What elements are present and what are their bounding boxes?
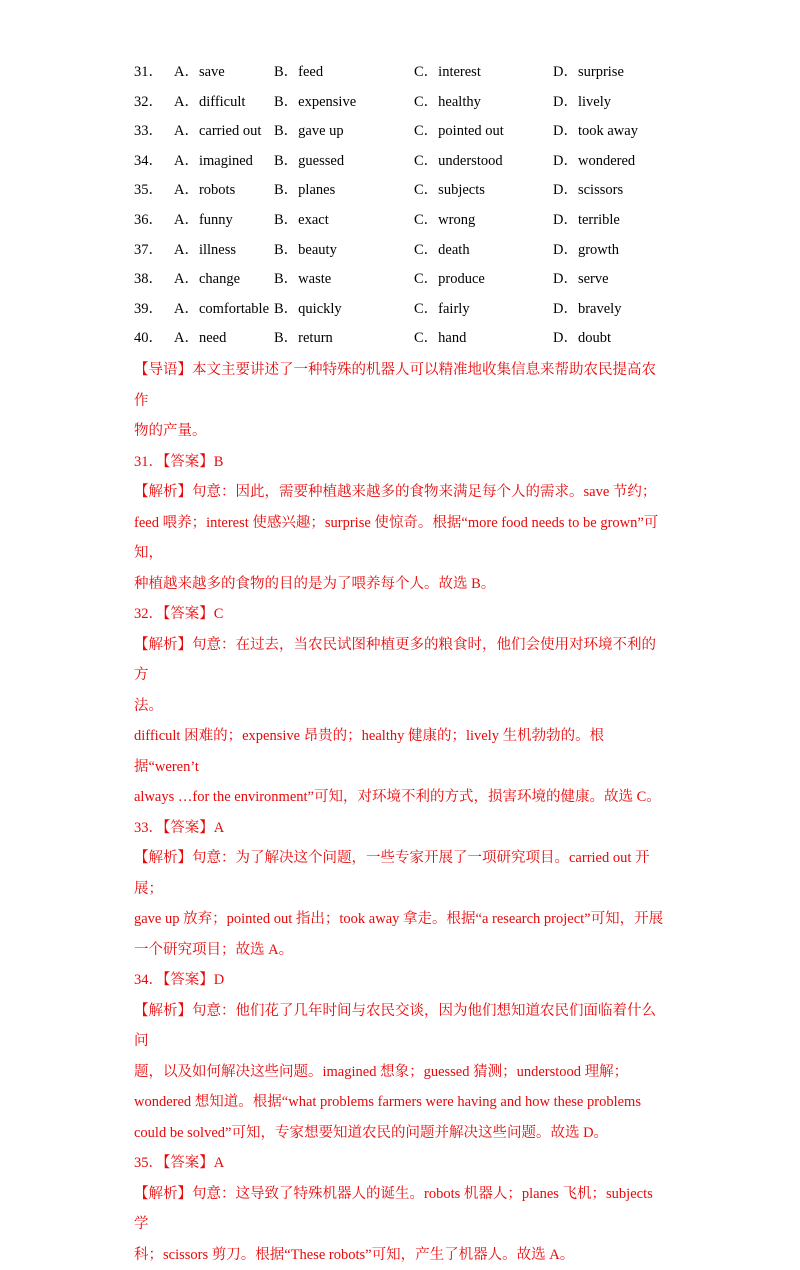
option-c: C．fairly [414, 297, 470, 321]
option-d: D．doubt [553, 326, 611, 350]
option-c: C．pointed out [414, 119, 504, 143]
option-d: D．lively [553, 90, 611, 114]
option-d: D．took away [553, 119, 638, 143]
option-d: D．growth [553, 238, 619, 262]
option-b: B．waste [274, 267, 331, 291]
option-b: B．guessed [274, 149, 344, 173]
option-row-36 [134, 208, 754, 238]
option-a: A．carried out [174, 119, 261, 143]
question-number: 36． [134, 208, 163, 232]
answer-heading: 34．【答案】D [134, 965, 664, 996]
option-d: D．terrible [553, 208, 620, 232]
explanation-line: 一个研究项目；故选 A。 [134, 935, 664, 966]
explanation-line: feed 喂养；interest 使感兴趣；surprise 使惊奇。根据“more food needs to be grown”可知， [134, 508, 664, 569]
question-number: 35． [134, 178, 163, 202]
question-number: 34． [134, 149, 163, 173]
option-row-34 [134, 149, 754, 179]
option-row-38 [134, 267, 754, 297]
option-a: A．difficult [174, 90, 245, 114]
explanation-line: always …for the environment”可知，对环境不利的方式，损害环境的健康。故选 C。 [134, 782, 664, 813]
option-row-31 [134, 60, 754, 90]
explanation-line: gave up 放弃；pointed out 指出；took away 拿走。根据“a research project”可知，开展 [134, 904, 664, 935]
question-number: 38． [134, 267, 163, 291]
option-a: A．need [174, 326, 226, 350]
explanation-line: 【解析】句意：为了解决这个问题，一些专家开展了一项研究项目。carried out 开展； [134, 843, 664, 904]
option-a: A．funny [174, 208, 233, 232]
explanation-line: 法。 [134, 691, 664, 722]
question-number: 40． [134, 326, 163, 350]
answer-heading: 35．【答案】A [134, 1148, 664, 1179]
option-a: A．comfortable [174, 297, 269, 321]
option-d: D．bravely [553, 297, 621, 321]
option-c: C．hand [414, 326, 466, 350]
explanation-line: difficult 困难的；expensive 昂贵的；healthy 健康的；lively 生机勃勃的。根据“weren’t [134, 721, 664, 782]
option-row-37 [134, 238, 754, 268]
option-d: D．wondered [553, 149, 635, 173]
explanation-line: 【解析】句意：因此，需要种植越来越多的食物来满足每个人的需求。save 节约； [134, 477, 664, 508]
answer-heading: 32．【答案】C [134, 599, 664, 630]
option-row-35 [134, 178, 754, 208]
option-b: B．expensive [274, 90, 356, 114]
option-b: B．quickly [274, 297, 342, 321]
question-number: 31． [134, 60, 163, 84]
option-row-33 [134, 119, 754, 149]
answer-explanations [134, 355, 664, 1270]
option-b: B．planes [274, 178, 335, 202]
option-a: A．save [174, 60, 225, 84]
option-a: A．change [174, 267, 240, 291]
option-c: C．produce [414, 267, 485, 291]
question-number: 32． [134, 90, 163, 114]
question-number: 37． [134, 238, 163, 262]
explanation-line: 科；scissors 剪刀。根据“These robots”可知，产生了机器人。故选 A。 [134, 1240, 664, 1270]
options-list [134, 60, 754, 356]
option-b: B．feed [274, 60, 323, 84]
option-c: C．subjects [414, 178, 485, 202]
option-row-32 [134, 90, 754, 120]
option-row-39 [134, 297, 754, 327]
answer-heading: 33．【答案】A [134, 813, 664, 844]
explanation-line: 种植越来越多的食物的目的是为了喂养每个人。故选 B。 [134, 569, 664, 600]
option-b: B．beauty [274, 238, 337, 262]
option-d: D．scissors [553, 178, 623, 202]
option-c: C．understood [414, 149, 503, 173]
explanation-line: 题，以及如何解决这些问题。imagined 想象；guessed 猜测；understood 理解； [134, 1057, 664, 1088]
option-a: A．robots [174, 178, 235, 202]
explanation-line: 【解析】句意：他们花了几年时间与农民交谈，因为他们想知道农民们面临着什么问 [134, 996, 664, 1057]
option-c: C．healthy [414, 90, 481, 114]
intro-line: 【导语】本文主要讲述了一种特殊的机器人可以精准地收集信息来帮助农民提高农作 [134, 355, 664, 416]
question-number: 33． [134, 119, 163, 143]
option-d: D．serve [553, 267, 609, 291]
option-b: B．gave up [274, 119, 344, 143]
question-number: 39． [134, 297, 163, 321]
explanation-line: 【解析】句意：在过去，当农民试图种植更多的粮食时，他们会使用对环境不利的方 [134, 630, 664, 691]
explanation-line: could be solved”可知，专家想要知道农民的问题并解决这些问题。故选 D。 [134, 1118, 664, 1149]
option-c: C．death [414, 238, 470, 262]
option-a: A．imagined [174, 149, 253, 173]
option-c: C．interest [414, 60, 481, 84]
option-c: C．wrong [414, 208, 475, 232]
explanation-line: 【解析】句意：这导致了特殊机器人的诞生。robots 机器人；planes 飞机；subjects 学 [134, 1179, 664, 1240]
option-b: B．return [274, 326, 333, 350]
intro-line: 物的产量。 [134, 416, 664, 447]
answer-heading: 31．【答案】B [134, 447, 664, 478]
option-row-40 [134, 326, 754, 356]
option-a: A．illness [174, 238, 236, 262]
explanation-line: wondered 想知道。根据“what problems farmers were having and how these problems [134, 1087, 664, 1118]
option-b: B．exact [274, 208, 329, 232]
option-d: D．surprise [553, 60, 624, 84]
